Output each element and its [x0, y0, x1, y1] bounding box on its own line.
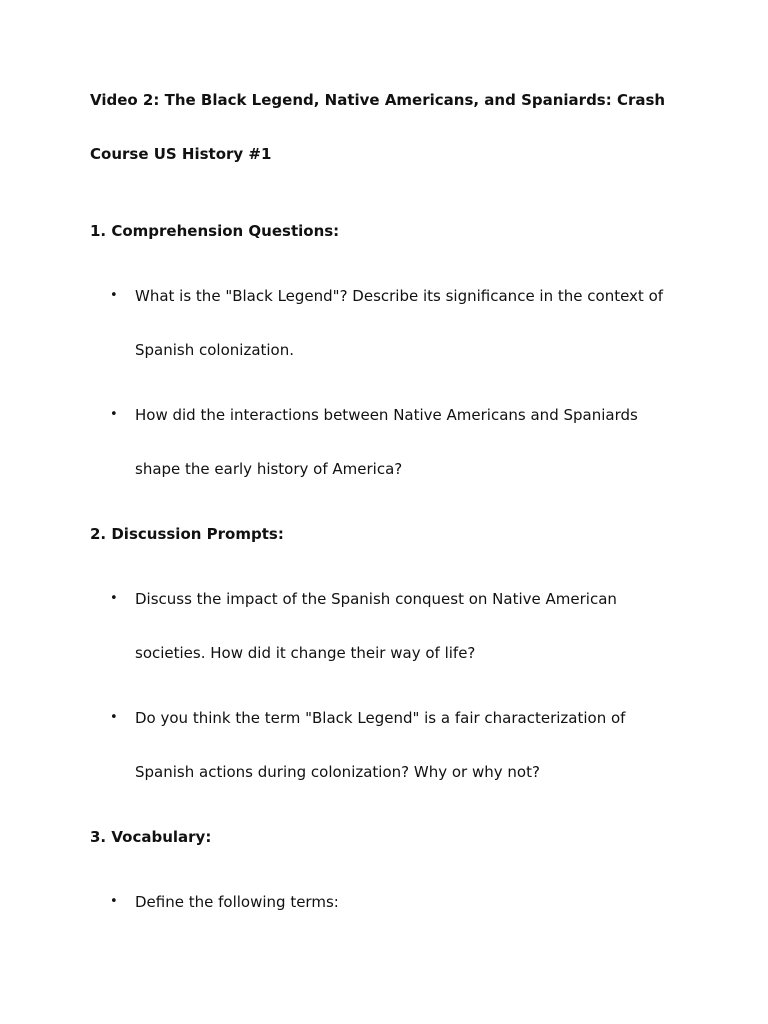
list-item-text: Discuss the impact of the Spanish conquest on Native American societies. How did it change their way of life?: [135, 590, 617, 662]
document-title: Video 2: The Black Legend, Native Americans, and Spaniards: Crash Course US History #1: [90, 91, 666, 163]
bullet-icon: •: [110, 710, 118, 725]
list-item-text: Define the following terms:: [135, 893, 339, 911]
bullet-icon: •: [110, 407, 118, 422]
discussion-prompt-list: [90, 572, 678, 799]
bullet-icon: •: [110, 591, 118, 606]
section-heading-discussion: 2. Discussion Prompts:: [90, 525, 284, 543]
list-item: [90, 875, 678, 929]
list-item: [90, 388, 678, 496]
list-item: [90, 691, 678, 799]
list-item-text: What is the "Black Legend"? Describe its significance in the context of Spanish colonization.: [135, 287, 664, 359]
bullet-icon: •: [110, 894, 118, 909]
bullet-icon: •: [110, 288, 118, 303]
list-item: [90, 572, 678, 680]
comprehension-question-list: [90, 269, 678, 496]
section-heading-comprehension: 1. Comprehension Questions:: [90, 222, 340, 240]
list-item-text: Do you think the term "Black Legend" is a fair characterization of Spanish actions during colonization? Why or why not?: [135, 709, 626, 781]
section-heading-vocabulary: 3. Vocabulary:: [90, 828, 212, 846]
list-item: [90, 269, 678, 377]
list-item-text: How did the interactions between Native Americans and Spaniards shape the early history of America?: [135, 406, 638, 478]
vocabulary-list: [90, 875, 678, 929]
